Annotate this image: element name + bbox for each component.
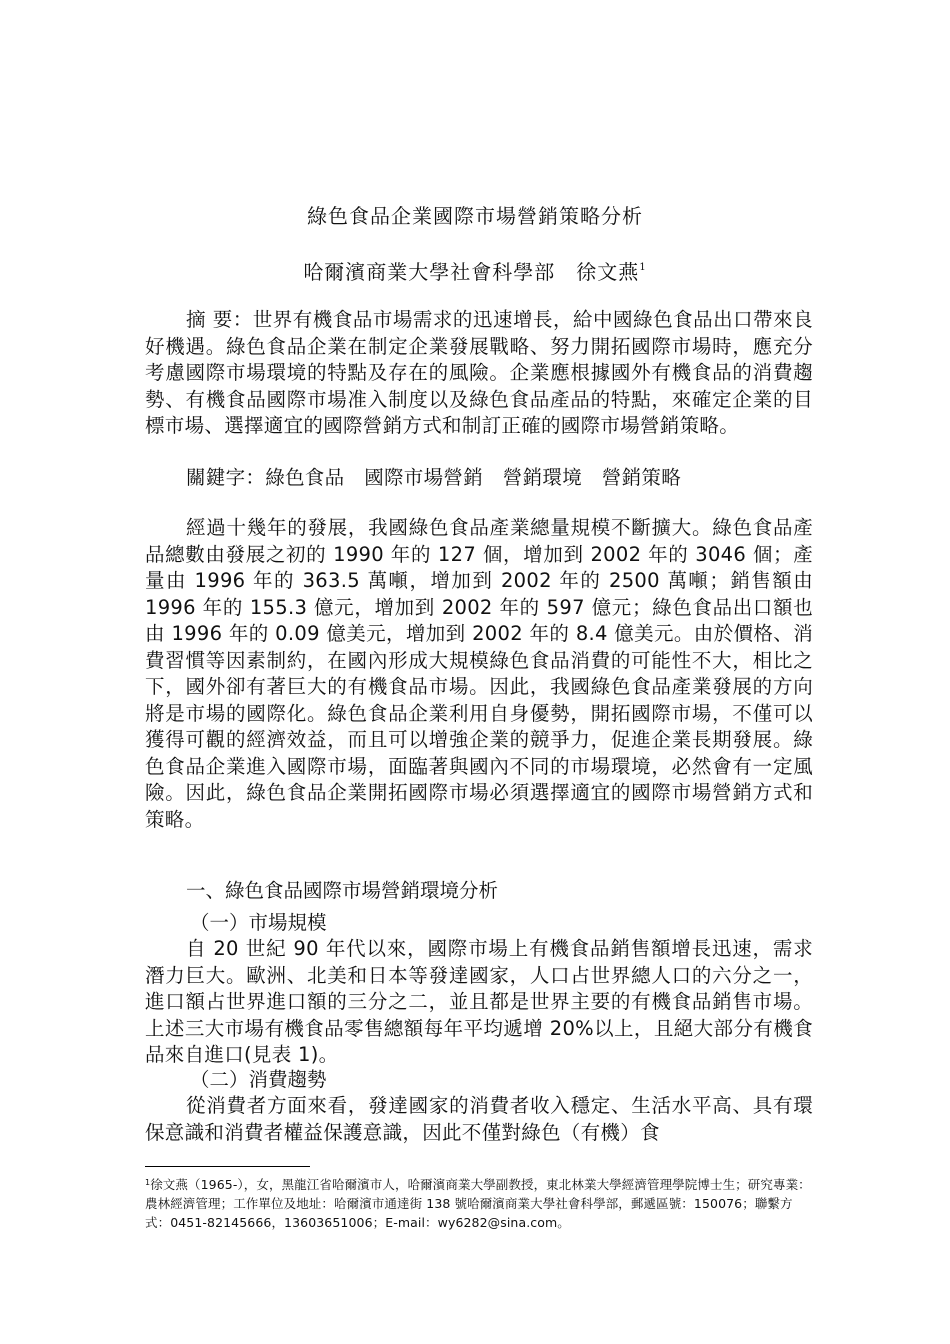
subsection-heading-consumption-trend: （二）消費趨勢 bbox=[190, 1068, 327, 1091]
footnote-text: 徐文燕（1965-），女，黑龍江省哈爾濱市人，哈爾濱商業大學副教授，東北林業大學經濟管理學院博士生；研究專業：農林經濟管理；工作單位及地址：哈爾濱市通達街 138 號哈爾濱商業大學社會科學部，郵遞區號：150076；聯繫方式：0451-82145666，13603651006；E-mail：wy6282@sina.com。 bbox=[145, 1177, 811, 1230]
consumption-trend-paragraph: 從消費者方面來看，發達國家的消費者收入穩定、生活水平高、具有環保意識和消費者權益保護意識，因此不僅對綠色（有機）食 bbox=[145, 1094, 813, 1144]
footnote-marker: 1 bbox=[639, 262, 647, 273]
section-heading: 一、綠色食品國際市場營銷環境分析 bbox=[186, 879, 499, 902]
author-affiliation bbox=[0, 256, 950, 285]
paper-title: 綠色食品企業國際市場營銷策略分析 bbox=[307, 204, 643, 228]
intro-paragraph: 經過十幾年的發展，我國綠色食品產業總量規模不斷擴大。綠色食品產品總數由發展之初的 1990 年的 127 個，增加到 2002 年的 3046 個；產量由 1996 年的 363.5 萬噸，增加到 2002 年的 2500 萬噸；銷售額由 1996 年的 155.3 億元，增加到 2002 年的 597 億元；綠色食品出口額也由 1996 年的 0.09 億美元，增加到 2002 年的 8.4 億美元。由於價格、消費習慣等因素制約，在國內形成大規模綠色食品消費的可能性不大，相比之下，國外卻有著巨大的有機食品市場。因此，我國綠色食品產業發展的方向將是市場的國際化。綠色食品企業利用自身優勢，開拓國際市場，不僅可以獲得可觀的經濟效益，而且可以增強企業的競爭力，促進企業長期發展。綠色食品企業進入國際市場，面臨著與國內不同的市場環境，必然會有一定風險。因此，綠色食品企業開拓國際市場必須選擇適宜的國際市場營銷方式和策略。 bbox=[145, 516, 813, 831]
abstract: 摘 要：世界有機食品市場需求的迅速增長，給中國綠色食品出口帶來良好機遇。綠色食品企業在制定企業發展戰略、努力開拓國際市場時，應充分考慮國際市場環境的特點及存在的風險。企業應根據國外有機食品的消費趨勢、有機食品國際市場准入制度以及綠色食品產品的特點，來確定企業的目標市場、選擇適宜的國際營銷方式和制訂正確的國際市場營銷策略。 bbox=[145, 308, 813, 437]
footnote-number: 1 bbox=[145, 1178, 151, 1187]
keywords: 關鍵字：綠色食品 國際市場營銷 營銷環境 營銷策略 bbox=[186, 466, 682, 489]
market-size-paragraph: 自 20 世紀 90 年代以來，國際市場上有機食品銷售額增長迅速，需求潛力巨大。歐洲、北美和日本等發達國家，人口占世界總人口的六分之一，進口額占世界進口額的三分之二，並且都是世界主要的有機食品銷售市場。上述三大市場有機食品零售總額每年平均遞增 20%以上，且絕大部分有機食品來自進口(見表 1)。 bbox=[145, 937, 813, 1066]
footnote bbox=[145, 1173, 813, 1232]
subsection-heading-market-size: （一）市場規模 bbox=[190, 911, 327, 934]
footnote-divider bbox=[145, 1166, 310, 1167]
author-line: 哈爾濱商業大學社會科學部 徐文燕 bbox=[303, 260, 640, 284]
